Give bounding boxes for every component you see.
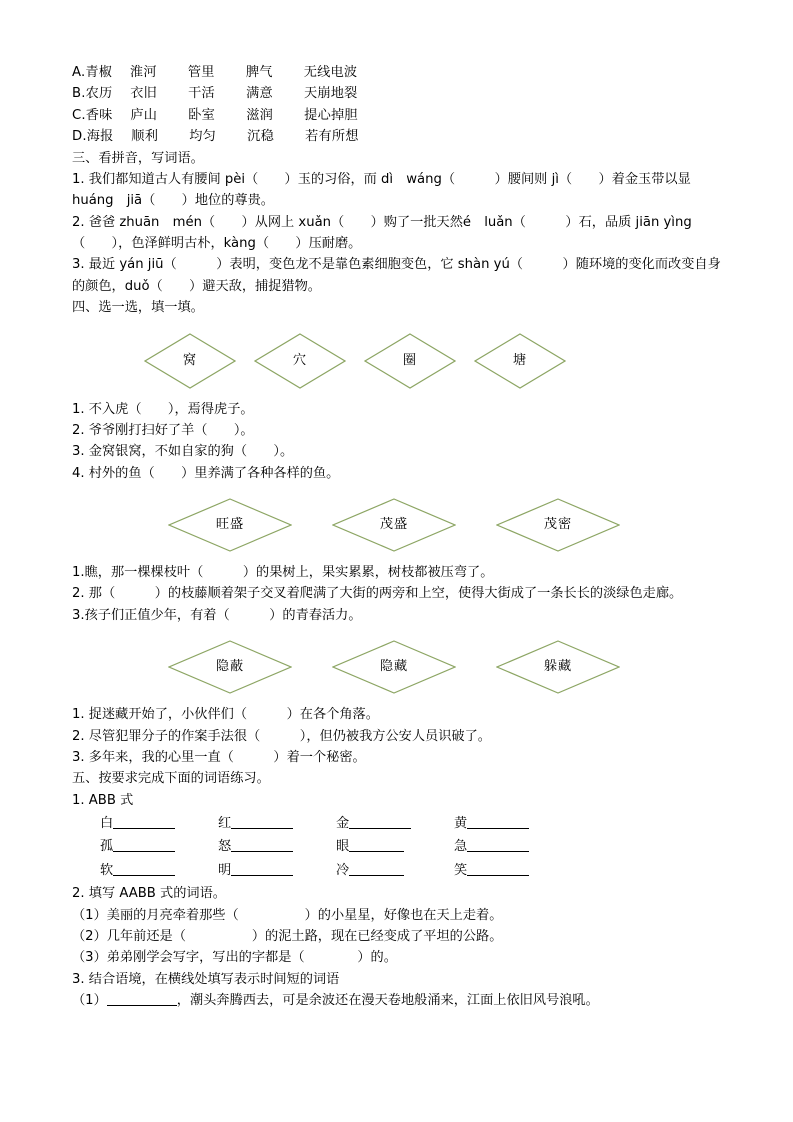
- word-diamond: [496, 640, 620, 694]
- section-5-item-3-label: 3. 结合语境，在横线处填写表示时间短的词语: [72, 971, 340, 987]
- abb-cell: [454, 836, 572, 857]
- word-label: 旺盛: [215, 517, 245, 533]
- choice-option-b: B.农历 衣旧 干活 满意 天崩地裂: [72, 86, 358, 102]
- section-5-item-2-question-3: （3）弟弟刚学会写字，写出的字都是（ ）的。: [72, 950, 397, 966]
- abb-blank[interactable]: [349, 814, 411, 829]
- group-2-question-3: 3.孩子们正值少年，有着（ ）的青春活力。: [72, 607, 362, 623]
- word-diamond: [332, 640, 456, 694]
- word-label: 窝: [182, 352, 198, 368]
- abb-char: 红: [218, 816, 232, 831]
- time-word-blank[interactable]: [107, 991, 177, 1006]
- group-3-question-2: 2. 尽管犯罪分子的作案手法很（ ），但仍被我方公安人员识破了。: [72, 728, 491, 744]
- abb-row: [100, 813, 721, 834]
- abb-cell: [454, 860, 572, 881]
- choice-option-c: C.香味 庐山 卧室 滋润 提心掉胆: [72, 107, 358, 123]
- abb-cell: [100, 860, 218, 881]
- section-5-item-2-question-2: （2）几年前还是（ ）的泥土路，现在已经变成了平坦的公路。: [72, 928, 503, 944]
- section-5-heading: 五、按要求完成下面的词语练习。: [72, 771, 270, 787]
- section-5-item-2-question-1: （1）美丽的月亮牵着那些（ ）的小星星，好像也在天上走着。: [72, 907, 503, 923]
- abb-char: 眼: [336, 839, 350, 855]
- abb-char: 孤: [100, 839, 114, 855]
- section-3-item-2: 2. 爸爸 zhuān mén（ ）从网上 xuǎn（ ）购了一批天然é luǎn（ ）石，品质 jiān yìng（ ），色泽鲜明古朴，kàng（ ）压耐磨。: [72, 214, 692, 251]
- abb-cell: [218, 836, 336, 857]
- word-diamond: [168, 640, 292, 694]
- word-label: 塘: [512, 352, 528, 368]
- word-label: 隐藏: [379, 659, 409, 675]
- abb-char: 金: [336, 816, 350, 831]
- abb-char: 白: [100, 816, 114, 831]
- section-5-item-2-label: 2. 填写 AABB 式的词语。: [72, 886, 226, 902]
- choice-list: [72, 62, 721, 148]
- word-diamond: [496, 498, 620, 552]
- word-label: 穴: [292, 352, 308, 368]
- word-label: 隐蔽: [215, 659, 245, 675]
- abb-blanks-table: [72, 813, 721, 881]
- word-diamond: [168, 498, 292, 552]
- abb-char: 笑: [454, 862, 468, 878]
- abb-char: 软: [100, 862, 114, 878]
- abb-cell: [336, 836, 454, 857]
- abb-row: [100, 836, 721, 857]
- word-label: 圈: [402, 352, 418, 368]
- word-diamond: [474, 333, 566, 389]
- abb-blank[interactable]: [231, 837, 293, 852]
- abb-row: [100, 860, 721, 881]
- abb-blank[interactable]: [113, 861, 175, 876]
- group-2-question-1: 1.瞧，那一棵棵枝叶（ ）的果树上，果实累累，树枝都被压弯了。: [72, 565, 494, 580]
- abb-char: 怒: [218, 839, 232, 855]
- section-5-item-3-question-1: [72, 990, 721, 1011]
- section-3-heading: 三、看拼音，写词语。: [72, 150, 204, 166]
- word-diamond: [364, 333, 456, 389]
- abb-blank[interactable]: [349, 837, 404, 852]
- abb-cell: [100, 813, 218, 834]
- word-bank-group-3: [72, 640, 721, 694]
- abb-char: 黄: [454, 816, 468, 831]
- abb-blank[interactable]: [113, 837, 175, 852]
- abb-cell: [336, 813, 454, 834]
- abb-char: 冷: [336, 862, 350, 878]
- group-3-question-1: 1. 捉迷藏开始了，小伙伴们（ ）在各个角落。: [72, 707, 379, 723]
- abb-blank[interactable]: [467, 861, 529, 876]
- word-diamond: [144, 333, 236, 389]
- abb-cell: [218, 860, 336, 881]
- choice-option-d: D.海报 顺利 均匀 沉稳 若有所想: [72, 129, 359, 145]
- abb-blank[interactable]: [467, 814, 529, 829]
- group-1-question-1: 1. 不入虎（ ），焉得虎子。: [72, 401, 254, 417]
- section-3-item-1: 1. 我们都知道古人有腰间 pèi（ ）玉的习俗，而 dì wáng（ ）腰间则 jì（ ）着金玉带以显 huáng jiā（ ）地位的尊贵。: [72, 171, 695, 209]
- group-3-question-3: 3. 多年来，我的心里一直（ ）着一个秘密。: [72, 749, 366, 765]
- word-label: 茂盛: [379, 517, 409, 533]
- abb-blank[interactable]: [113, 814, 175, 829]
- word-bank-group-1: [72, 333, 721, 389]
- question-text: ，潮头奔腾西去，可是余波还在漫天卷地般涌来，江面上依旧风号浪吼。: [176, 993, 599, 1008]
- abb-blank[interactable]: [349, 861, 404, 876]
- word-diamond: [254, 333, 346, 389]
- choice-option-a: A.青椒 淮河 管里 脾气 无线电波: [72, 65, 358, 80]
- abb-cell: [218, 813, 336, 834]
- group-2-question-2: 2. 那（ ）的枝藤顺着架子交叉着爬满了大街的两旁和上空，使得大街成了一条长长的淡绿色走廊。: [72, 586, 683, 602]
- abb-cell: [336, 860, 454, 881]
- group-1-question-4: 4. 村外的鱼（ ）里养满了各种各样的鱼。: [72, 465, 340, 481]
- abb-blank[interactable]: [231, 814, 293, 829]
- word-label: 躲藏: [543, 659, 573, 675]
- group-1-question-2: 2. 爷爷刚打扫好了羊（ ）。: [72, 422, 254, 438]
- group-1-question-3: 3. 金窝银窝，不如自家的狗（ ）。: [72, 444, 294, 460]
- word-label: 茂密: [543, 517, 573, 533]
- section-5-item-1-label: 1. ABB 式: [72, 792, 134, 808]
- section-3-item-3: 3. 最近 yán jiū（ ）表明，变色龙不是靠色素细胞变色，它 shàn yú（ ）随环境的变化而改变自身的颜色，duǒ（ ）避天敌，捕捉猎物。: [72, 257, 721, 294]
- abb-blank[interactable]: [231, 861, 293, 876]
- abb-char: 明: [218, 862, 232, 878]
- question-number: （1）: [72, 993, 107, 1008]
- abb-cell: [454, 813, 572, 834]
- abb-blank[interactable]: [467, 837, 529, 852]
- abb-char: 急: [454, 839, 468, 855]
- word-diamond: [332, 498, 456, 552]
- abb-cell: [100, 836, 218, 857]
- section-4-heading: 四、选一选，填一填。: [72, 300, 204, 316]
- word-bank-group-2: [72, 498, 721, 552]
